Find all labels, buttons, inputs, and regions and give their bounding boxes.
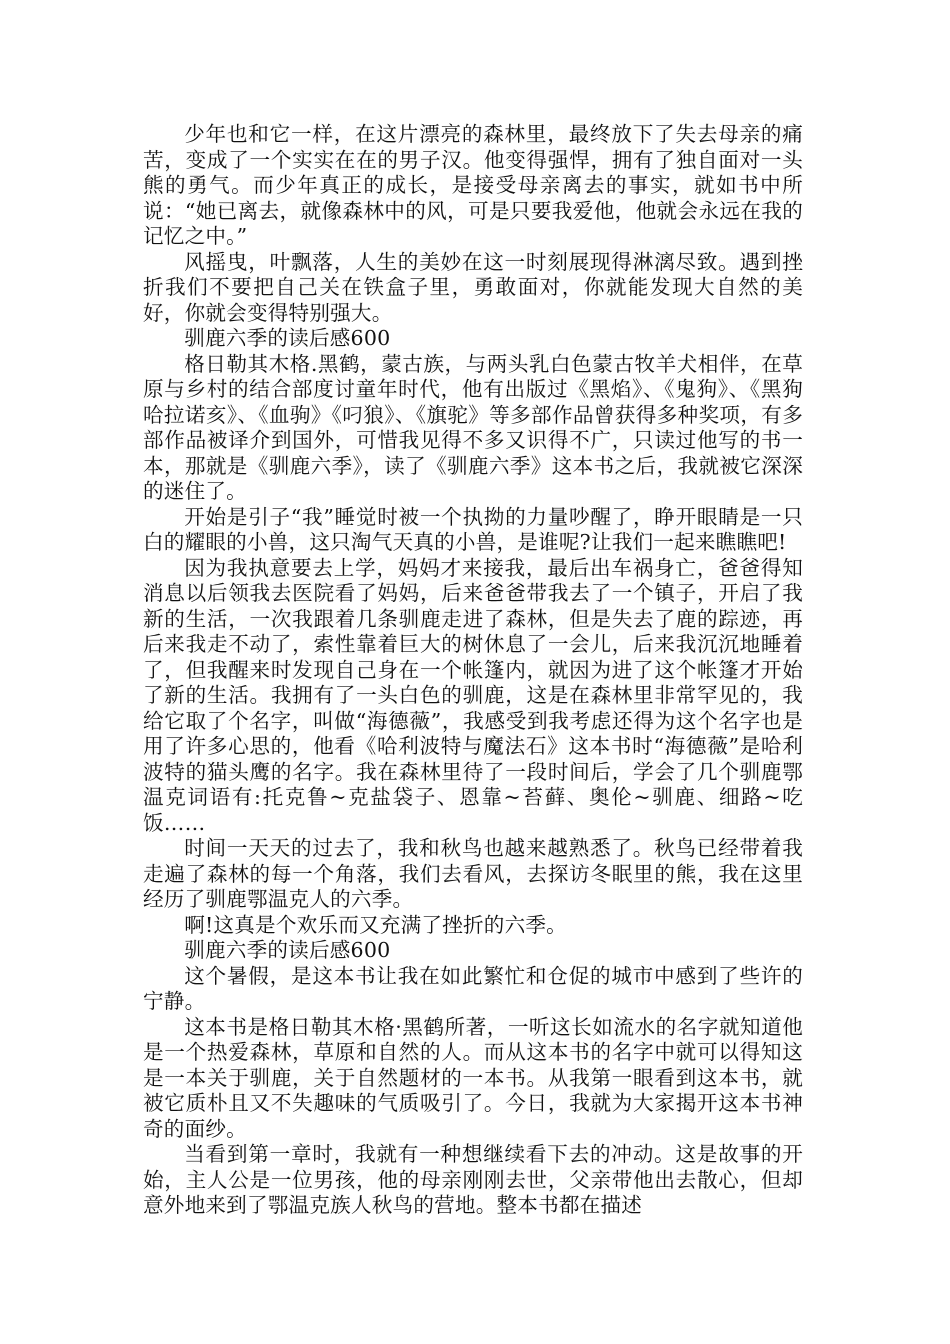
paragraph-story: 因为我执意要去上学，妈妈才来接我，最后出车祸身亡，爸爸得知消息以后领我去医院看了妈妈，后来爸爸带我去了一个镇子，开启了我新的生活，一次我跟着几条驯鹿走进了森林，但是失去了鹿的踪迹，再后来我走不动了，索性靠着巨大的树休息了一会儿，后来我沉沉地睡着了，但我醒来时发现自己身在一个帐篷内，就因为进了这个帐篷才开始了新的生活。我拥有了一头白色的驯鹿，这是在森林里非常罕见的，我给它取了个名字，叫做“海德薇”，我感受到我考虑还得为这个名字也是用了许多心思的，他看《哈利波特与魔法石》这本书时“海德薇”是哈利波特的猫头鹰的名字。我在森林里待了一段时间后，学会了几个驯鹿鄂温克词语有:托克鲁~克盐袋子、恩靠~苔藓、奥伦~驯鹿、细路~吃饭……: [143, 555, 803, 835]
paragraph-prologue: 开始是引子“我”睡觉时被一个执拗的力量吵醒了，睁开眼睛是一只白的耀眼的小兽，这只淘气天真的小兽，是谁呢?让我们一起来瞧瞧吧!: [143, 504, 803, 554]
paragraph-time-passing: 时间一天天的过去了，我和秋鸟也越来越熟悉了。秋鸟已经带着我走遍了森林的每一个角落，我们去看风，去探访冬眠里的熊，我在这里经历了驯鹿鄂温克人的六季。: [143, 836, 803, 911]
section-heading-2: 驯鹿六季的读后感600: [184, 938, 391, 962]
section-heading-1: 驯鹿六季的读后感600: [184, 326, 391, 350]
paragraph-summer: 这个暑假，是这本书让我在如此繁忙和仓促的城市中感到了些许的宁静。: [143, 963, 803, 1013]
document-body: [143, 122, 803, 1219]
paragraph-book-intro: 这本书是格日勒其木格·黑鹤所著，一听这长如流水的名字就知道他是一个热爱森林，草原和自然的人。而从这本书的名字中就可以得知这是一本关于驯鹿，关于自然题材的一本书。从我第一眼看到这本书，就被它质朴且又不失趣味的气质吸引了。今日，我就为大家揭开这本书神奇的面纱。: [143, 1014, 803, 1141]
paragraph-wind-leaves: 风摇曳，叶飘落，人生的美妙在这一时刻展现得淋漓尽致。遇到挫折我们不要把自己关在铁盒子里，勇敢面对，你就能发现大自然的美好，你就会变得特别强大。: [143, 249, 803, 325]
paragraph-boy-growth: 少年也和它一样，在这片漂亮的森林里，最终放下了失去母亲的痛苦，变成了一个实实在在的男子汉。他变得强悍，拥有了独自面对一头熊的勇气。而少年真正的成长，是接受母亲离去的事实，就如书中所说：“她已离去，就像森林中的风，可是只要我爱他，他就会永远在我的记忆之中。”: [143, 122, 803, 248]
paragraph-first-chapter: 当看到第一章时，我就有一种想继续看下去的冲动。这是故事的开始，主人公是一位男孩，他的母亲刚刚去世，父亲带他出去散心，但却意外地来到了鄂温克族人秋鸟的营地。整本书都在描述: [143, 1142, 803, 1217]
paragraph-author-intro: 格日勒其木格.黑鹤，蒙古族，与两头乳白色蒙古牧羊犬相伴，在草原与乡村的结合部度讨童年时代，他有出版过《黑焰》、《鬼狗》、《黑狗哈拉诺亥》、《血驹》《叼狼》、《旗驼》等多部作品曾获得多种奖项，有多部作品被译介到国外，可惜我见得不多又识得不广，只读过他写的书一本，那就是《驯鹿六季》，读了《驯鹿六季》这本书之后，我就被它深深的迷住了。: [143, 351, 803, 503]
paragraph-exclamation: 啊!这真是个欢乐而又充满了挫折的六季。: [184, 912, 567, 937]
